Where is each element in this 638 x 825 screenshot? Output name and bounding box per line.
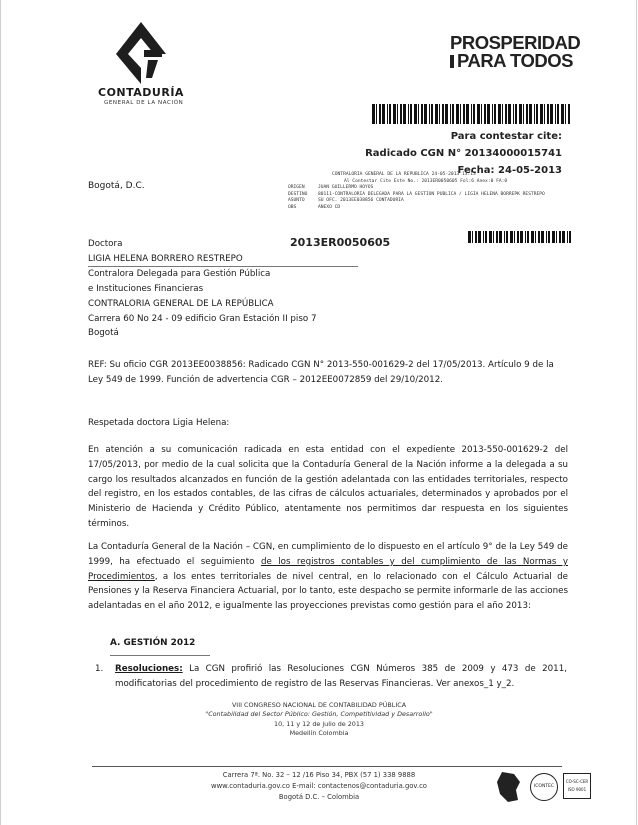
footer-line: Bogotá D.C. – Colombia <box>278 793 360 801</box>
congress-line: 10, 11 y 12 de julio de 2013 <box>274 719 364 728</box>
addressee-line: Bogotá <box>88 328 119 339</box>
addressee-line: Carrera 60 No 24 - 09 edificio Gran Estación II piso 7 <box>88 313 317 324</box>
footer-divider <box>92 766 562 767</box>
radicado-cite: Para contestar cite: <box>450 131 562 142</box>
brand-name: CONTADURÍA <box>98 86 184 99</box>
stamp-line2: Al Contestar Cite Este No.: 2013ER0050605 Fol:6 Anex:0 FA:0 <box>344 178 508 184</box>
list-item <box>95 662 567 691</box>
prosperidad-line2: PARA TODOS <box>450 52 580 70</box>
paragraph-2: La Contaduría General de la Nación – CGN, en cumplimiento de lo dispuesto en el artículo 9° de la Ley 549 de 1999, ha efectuado el seguimiento de los registros contables y del cumplimiento de las Normas y Procedimientos, a los entes territoriales de nivel central, en lo relacionado con el Cálculo Actuarial de Pensiones y la Reserva Financiera Actuarial, por lo tanto, este despacho se permite informarle de las acciones adelantadas en el año 2012, e igualmente las proyecciones previstas como gestión para el año 2013: <box>88 542 568 612</box>
section-underline <box>110 655 210 656</box>
addressee-line: Doctora <box>88 239 123 249</box>
list-item-label: Resoluciones: <box>115 664 183 674</box>
stamp-line1: CONTRALORIA GENERAL DE LA REPUBLICA 24-05-2013 13:13 <box>332 172 476 177</box>
radicado-barcode-icon <box>372 104 570 124</box>
radicado-number: Radicado CGN N° 20134000015741 <box>365 148 562 159</box>
colombia-map-icon <box>494 770 524 804</box>
greeting: Respetada doctora Ligia Helena: <box>88 418 230 428</box>
received-stamp <box>288 172 588 212</box>
addressee-line: Contralora Delegada para Gestión Pública <box>88 266 358 282</box>
stamp-row: DESTINO 80111-CONTRALORIA DELEGADA PARA LA GESTION PUBLICA / LIGIA HELENA BORREPK RESTREPO <box>288 191 545 197</box>
addressee-line: LIGIA HELENA BORRERO RESTREPO <box>88 253 243 264</box>
city-line: Bogotá, D.C. <box>88 181 145 191</box>
reference-line: REF: Su oficio CGR 2013EE0038856: Radicado CGN N° 2013-550-001629-2 del 17/05/2013. Artículo 9 de la Ley 549 de 1999. Función de advertencia CGR – 2012EE0072859 del 29/10/2012. <box>88 360 554 385</box>
stamp-row: ORIGEN JUAN GUILLERMO HOYOS <box>288 185 374 191</box>
icontec-logo: ICONTEC <box>530 773 558 801</box>
addressee-block <box>88 237 358 341</box>
congress-line: Medellín Colombia <box>289 729 349 738</box>
addressee-line: CONTRALORIA GENERAL DE LA REPÚBLICA <box>88 298 274 309</box>
footer-line: Carrera 7ª. No. 32 – 12 /16 Piso 34, PBX (57 1) 338 9888 <box>222 771 416 779</box>
iso-logo: CO-SC-CER ISO 9001 <box>563 773 591 799</box>
congress-block <box>0 701 638 739</box>
stamp-row: OBS ANEXO CD <box>288 204 341 210</box>
footer-line: www.contaduria.gov.co E-mail: contactenos@contaduria.gov.co <box>211 782 427 790</box>
congress-line: "Contabilidad del Sector Público: Gestión, Competitividad y Desarrollo" <box>205 710 433 719</box>
congress-line: VIII CONGRESO NACIONAL DE CONTABILIDAD PÚBLICA <box>231 701 407 709</box>
addressee-line: e Instituciones Financieras <box>88 284 204 295</box>
prosperidad-line1: PROSPERIDAD <box>450 32 581 53</box>
list-item-number: 1. <box>95 664 104 674</box>
brand-subtitle: GENERAL DE LA NACIÓN <box>104 100 184 106</box>
stamp-barcode-icon <box>468 231 572 243</box>
stamp-code: 2013ER0050605 <box>290 236 391 249</box>
contaduria-crest-icon <box>112 20 170 86</box>
prosperidad-logo <box>450 34 580 70</box>
flag-bar-icon <box>450 55 454 68</box>
section-title: A. GESTIÓN 2012 <box>110 638 196 648</box>
list-item-body: Resoluciones: La CGN profirió las Resoluciones CGN Números 385 de 2009 y 473 de 2011, modificatorias del procedimiento de registro de las Reservas Financieras. Ver anexos_1 y_2. <box>115 664 567 689</box>
paragraph-1: En atención a su comunicación radicada en esta entidad con el expediente 2013-550-001629-2 del 17/05/2013, por medio de la cual solicita que la Contaduría General de la Nación informe a la delegada a su cargo los resultados alcanzados en función de la gestión adelantada con las entidades territoriales, respecto del registro, en los estados contables, de las cifras de cálculos actuariales, determinados y aprobados por el Ministerio de Hacienda y Crédito Público, atentamente nos permitimos dar respuesta en los siguientes términos. <box>88 445 568 529</box>
radicado-date: Fecha: 24-05-2013 <box>457 165 562 176</box>
underlined-text: de los registros contables y del cumplimiento de las Normas y Procedimientos <box>88 556 568 582</box>
stamp-row: ASUNTO SU OFC. 2013EE038856 CONTADURIA <box>288 198 404 204</box>
